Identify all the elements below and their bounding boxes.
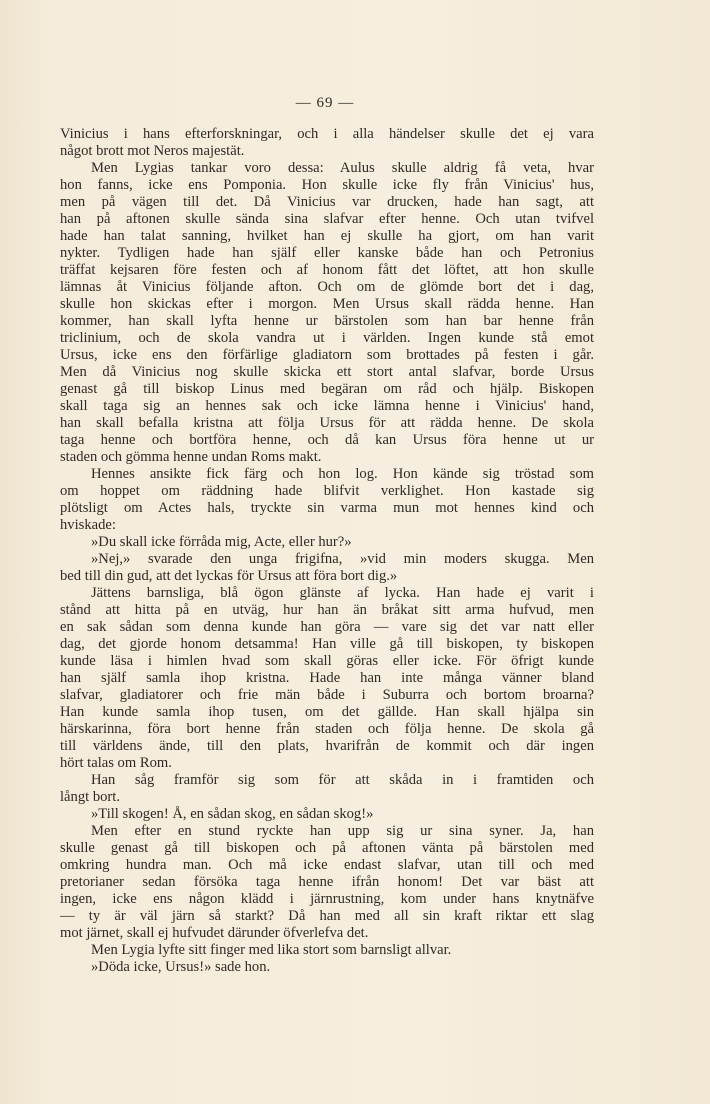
text-line: Men Lygias tankar voro dessa: Aulus skulle aldrig få veta, hvar bbox=[91, 160, 594, 176]
text-line: »Du skall icke förråda mig, Acte, eller hur?» bbox=[91, 534, 352, 550]
text-line: Vinicius i hans efterforskningar, och i alla händelser skulle det ej vara bbox=[60, 126, 594, 142]
text-line: bed till din gud, att det lyckas för Ursus att föra bort dig.» bbox=[60, 568, 398, 584]
text-line: långt bort. bbox=[60, 789, 120, 805]
text-line: genast gå till biskop Linus med begäran om råd och hjälp. Biskopen bbox=[60, 381, 594, 397]
text-line: pretorianer sedan försöka taga henne ifrån honom! Det var bäst att bbox=[60, 874, 594, 890]
text-line: staden och gömma henne undan Roms makt. bbox=[60, 449, 322, 465]
text-line: hviskade: bbox=[60, 517, 116, 533]
text-line: han skall befalla kristna att följa Ursus för att rädda henne. De skola bbox=[60, 415, 594, 431]
paragraph bbox=[60, 534, 594, 551]
paragraph bbox=[60, 942, 594, 959]
text-line: skulle hon skickas efter i morgon. Men Ursus skall rädda henne. Han bbox=[60, 296, 594, 312]
text-line: nykter. Tydligen hade han själf eller kanske både han och Petronius bbox=[60, 245, 594, 261]
text-line: plötsligt om Actes hals, tryckte sin varma mun mot hennes kind och bbox=[60, 500, 594, 516]
text-line: omkring hundra man. Och må icke endast slafvar, utan till och med bbox=[60, 857, 594, 873]
page-number: — 69 — bbox=[295, 95, 355, 111]
text-line: hört talas om Rom. bbox=[60, 755, 172, 771]
text-line: »Till skogen! Å, en sådan skog, en sådan skog!» bbox=[91, 806, 374, 822]
text-line: lämnas åt Vinicius följande afton. Och om de glömde bort det i dag, bbox=[60, 279, 594, 295]
text-line: Ursus, icke ens den förfärlige gladiatorn som brottades på festen i går. bbox=[60, 347, 594, 363]
text-line: kunde läsa i himlen hvad som skall göras eller icke. För öfrigt kunde bbox=[60, 653, 594, 669]
paragraph bbox=[60, 959, 594, 976]
text-line: han själf samla ihop kristna. Hade han inte många vänner bland bbox=[60, 670, 594, 686]
paragraph bbox=[60, 823, 594, 942]
text-line: »Nej,» svarade den unga frigifna, »vid min moders skugga. Men bbox=[91, 551, 594, 567]
paragraph bbox=[60, 466, 594, 534]
text-line: en sak sådan som denna kunde han göra — vare sig det var natt eller bbox=[60, 619, 594, 635]
text-line: — ty är väl järn så starkt? Då han med all sin kraft riktar ett slag bbox=[60, 908, 594, 924]
paragraph bbox=[60, 772, 594, 806]
text-line: om hoppet om räddning hade blifvit verklighet. Hon kastade sig bbox=[60, 483, 594, 499]
text-line: Han kunde samla ihop tusen, om det gällde. Han skall hjälpa sin bbox=[60, 704, 594, 720]
text-line: Men då Vinicius nog skulle skicka ett stort antal slafvar, borde Ursus bbox=[60, 364, 594, 380]
text-line: Han såg framför sig som för att skåda in i framtiden och bbox=[91, 772, 594, 788]
text-line: ingen, icke ens någon klädd i järnrustning, kom under hans knytnäfve bbox=[60, 891, 594, 907]
text-line: till världens ände, till den plats, hvarifrån de kommit och där ingen bbox=[60, 738, 594, 754]
paragraph bbox=[60, 126, 594, 160]
text-line: Men Lygia lyfte sitt finger med lika stort som barnsligt allvar. bbox=[91, 942, 452, 958]
text-line: Men efter en stund ryckte han upp sig ur sina syner. Ja, han bbox=[91, 823, 594, 839]
text-line: något brott mot Neros majestät. bbox=[60, 143, 245, 159]
text-line: slafvar, gladiatorer och frie män både i Suburra och bortom broarna? bbox=[60, 687, 594, 703]
text-line: Hennes ansikte fick färg och hon log. Hon kände sig tröstad som bbox=[91, 466, 594, 482]
text-line: Jättens barnsliga, blå ögon glänste af lycka. Han hade ej varit i bbox=[91, 585, 594, 601]
text-line: härskarinna, föra bort henne från staden och följa henne. De skola gå bbox=[60, 721, 594, 737]
text-line: mot järnet, skall ej hufvudet därunder öfverlefva det. bbox=[60, 925, 369, 941]
paragraph bbox=[60, 585, 594, 772]
paragraph bbox=[60, 551, 594, 585]
text-line: skall taga sig an hennes sak och icke lämna henne i Vinicius' hand, bbox=[60, 398, 594, 414]
paragraph bbox=[60, 160, 594, 466]
paragraph bbox=[60, 806, 594, 823]
text-line: hade han talat sanning, hvilket han ej skulle ha gjort, om han varit bbox=[60, 228, 594, 244]
text-line: taga henne och bortföra henne, och då kan Ursus föra henne ut ur bbox=[60, 432, 594, 448]
body-text bbox=[60, 126, 594, 976]
text-line: skulle genast gå till biskopen och på aftonen vänta på bärstolen med bbox=[60, 840, 594, 856]
text-line: triclinium, och de skola vandra ut i världen. Ingen kunde stå emot bbox=[60, 330, 594, 346]
text-line: hon fanns, icke ens Pomponia. Hon skulle icke fly från Vinicius' hus, bbox=[60, 177, 594, 193]
text-line: han på aftonen skulle sända sina slafvar efter henne. Och utan tvifvel bbox=[60, 211, 594, 227]
text-line: stånd att hitta på en utväg, hur han än bråkat sitt arma hufvud, men bbox=[60, 602, 594, 618]
text-line: men på vägen till det. Då Vinicius var drucken, hade han sagt, att bbox=[60, 194, 594, 210]
text-line: »Döda icke, Ursus!» sade hon. bbox=[91, 959, 271, 975]
text-line: kommer, han skall lyfta henne ur bärstolen som han bar henne från bbox=[60, 313, 594, 329]
text-line: dag, det gjorde honom detsamma! Han ville gå till biskopen, ty biskopen bbox=[60, 636, 594, 652]
text-line: träffat kejsaren före festen och af honom fått det löftet, att hon skulle bbox=[60, 262, 594, 278]
